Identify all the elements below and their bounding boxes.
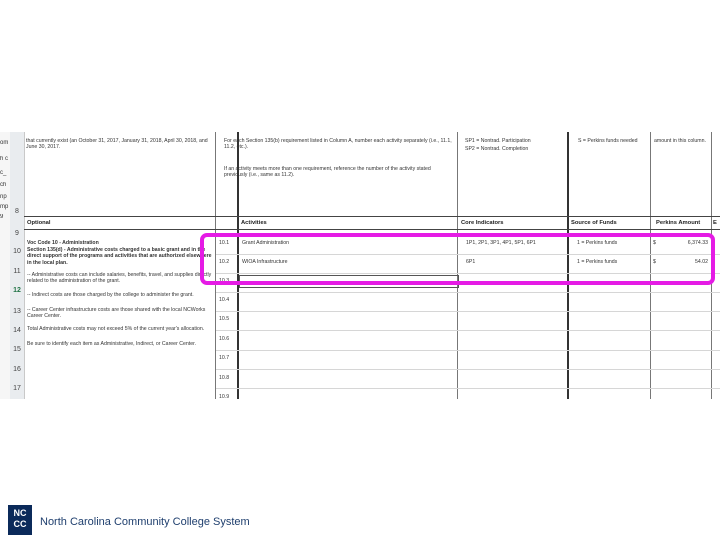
row-line <box>216 350 720 351</box>
voc-code-description: Section 135(d) - Administrative costs charged to a basic grant and in the direct support of the programs and activities that are authorized elsewhere in the local plan. <box>27 247 212 266</box>
currency-symbol: $ <box>653 240 656 246</box>
row-line <box>216 311 720 312</box>
core-indicators-value[interactable]: 6P1 <box>466 259 476 265</box>
highlight-annotation-box <box>200 233 715 285</box>
activity-id[interactable]: 10.7 <box>219 355 230 361</box>
activity-name[interactable]: WIOA Infrastructure <box>242 259 288 265</box>
nccc-logo <box>8 505 32 535</box>
activity-id[interactable]: 10.1 <box>219 240 230 246</box>
activity-id[interactable]: 10.5 <box>219 316 230 322</box>
row-number[interactable]: 9 <box>15 230 19 237</box>
row-number[interactable]: 15 <box>13 346 21 353</box>
indicator-legend: SP2 = Nontrad. Completion <box>465 146 529 152</box>
logo-line: CC <box>13 519 27 529</box>
row-number[interactable]: 13 <box>13 308 21 315</box>
row-number[interactable]: 10 <box>13 248 21 255</box>
source-of-funds-value[interactable]: 1 = Perkins funds <box>577 259 618 265</box>
row-line <box>216 388 720 389</box>
clipped-text: c_ <box>0 170 7 176</box>
activity-id[interactable]: 10.8 <box>219 375 230 381</box>
footer <box>8 505 408 535</box>
row-line <box>216 330 720 331</box>
activity-id[interactable]: 10.6 <box>219 336 230 342</box>
clipped-text: h c <box>0 156 9 162</box>
currency-symbol: $ <box>653 259 656 265</box>
indicator-legend: SP1 = Nontrad. Participation <box>465 138 531 144</box>
clipped-text: ch <box>0 182 7 188</box>
row-number[interactable]: 8 <box>15 208 19 215</box>
voc-code-note: -- Administrative costs can include salaries, benefits, travel, and supplies directly related to the administration of the grant. <box>27 272 212 285</box>
header-activities: Activities <box>241 220 267 226</box>
logo-line: NC <box>13 508 27 518</box>
voc-code-title: Voc Code 10 - Administration <box>27 240 99 246</box>
voc-code-note: -- Indirect costs are those charged by the college to administer the grant. <box>27 292 194 298</box>
amount-note: amount in this column. <box>654 138 706 144</box>
header-optional: Optional <box>27 220 51 226</box>
instruction-text: that currently exist (an October 31, 2017, January 31, 2018, April 30, 2018, and June 30, 2017. <box>26 138 208 151</box>
row-number[interactable]: 16 <box>13 366 21 373</box>
row-number[interactable]: 14 <box>13 327 21 334</box>
activity-name[interactable]: Grant Administration <box>242 240 289 246</box>
header-core-indicators: Core Indicators <box>461 220 504 226</box>
clipped-text: om <box>0 140 9 146</box>
funds-legend: S = Perkins funds needed <box>578 138 638 144</box>
instruction-text: If an activity meets more than one requirement, reference the number of the activity stated previously (i.e., same as 11.2). <box>224 166 431 179</box>
row-line <box>216 292 720 293</box>
core-indicators-value[interactable]: 1P1, 2P1, 3P1, 4P1, 5P1, 6P1 <box>466 240 536 246</box>
clipped-text: np <box>0 194 7 200</box>
source-of-funds-value[interactable]: 1 = Perkins funds <box>577 240 618 246</box>
activity-id[interactable]: 10.2 <box>219 259 230 265</box>
header-extra: E <box>713 220 717 226</box>
row-line <box>216 369 720 370</box>
row-number-selected[interactable]: 12 <box>13 287 21 294</box>
row-number[interactable]: 11 <box>13 268 21 275</box>
voc-code-note: -- Career Center infrastructure costs are those shared with the local NCWorks Career Center. <box>27 307 206 320</box>
activity-id[interactable]: 10.3 <box>219 278 230 284</box>
header-separator <box>24 216 720 217</box>
activity-id[interactable]: 10.4 <box>219 297 230 303</box>
clipped-text: 9 <box>0 214 4 220</box>
row-header-column <box>10 132 25 399</box>
activity-id[interactable]: 10.9 <box>219 394 230 399</box>
footer-organization-name: North Carolina Community College System <box>40 516 250 528</box>
header-separator <box>24 229 720 230</box>
perkins-amount-value[interactable]: 54.02 <box>695 259 708 265</box>
voc-code-note: Total Administrative costs may not exceed 5% of the current year's allocation. <box>27 326 205 332</box>
header-source-of-funds: Source of Funds <box>571 220 617 226</box>
clipped-text: mp <box>0 204 9 210</box>
header-perkins-amount: Perkins Amount <box>656 220 701 226</box>
row-number[interactable]: 17 <box>13 385 21 392</box>
instruction-text: For each Section 135(b) requirement listed in Column A, number each activity separately (i.e., 11.1, 11.2, etc.). <box>224 138 452 151</box>
voc-code-note: Be sure to identify each item as Administrative, Indirect, or Career Center. <box>27 341 196 347</box>
perkins-amount-value[interactable]: 6,374.33 <box>687 240 708 246</box>
